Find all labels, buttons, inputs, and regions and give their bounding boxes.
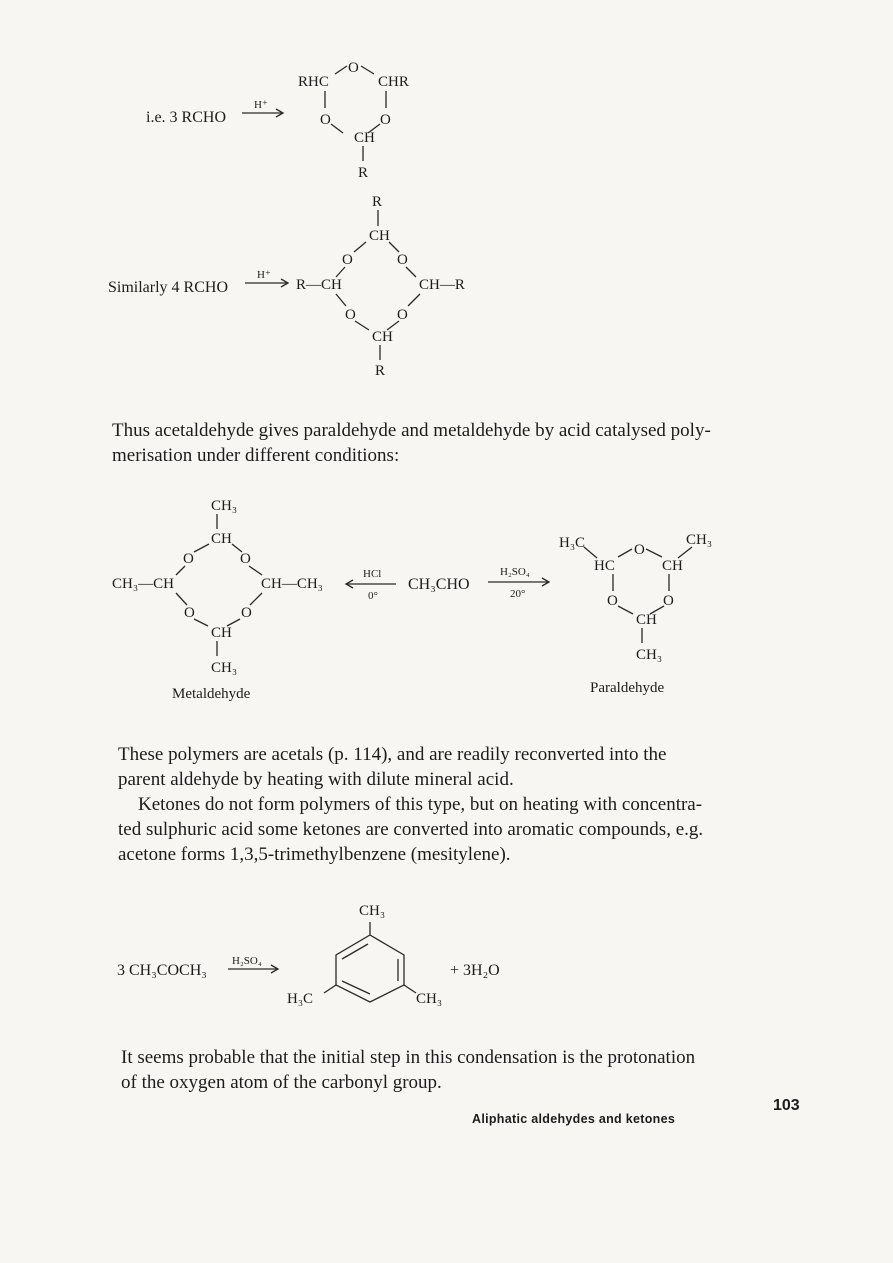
bond	[646, 549, 662, 557]
text-line: acetone forms 1,3,5-trimethylbenzene (mesitylene).	[118, 844, 511, 865]
bond	[336, 267, 345, 277]
tetramer-scheme	[108, 194, 465, 379]
bond	[355, 321, 369, 330]
trimer-label-o-left: O	[320, 112, 331, 128]
par-o-right: O	[663, 593, 674, 609]
paragraph-protonation	[121, 1045, 695, 1095]
trimer-label-o-right: O	[380, 112, 391, 128]
page-number: 103	[773, 1097, 800, 1114]
right-arrow-bottom-label: 20°	[510, 588, 526, 600]
met-ch-top: CH	[211, 531, 232, 547]
par-ch3-right: CH₃	[686, 532, 713, 548]
met-o-br: O	[241, 605, 252, 621]
par-o-top: O	[634, 542, 645, 558]
paragraph-acetals	[118, 742, 703, 867]
met-ch-ch3-right: CH—CH₃	[261, 576, 323, 592]
tetramer-arrow-label: H⁺	[257, 269, 271, 281]
par-ch: CH	[662, 558, 683, 574]
bond	[194, 619, 208, 626]
bond	[618, 606, 633, 614]
trimer-label-rhc: RHC	[298, 74, 329, 90]
bond	[387, 321, 399, 330]
bond	[232, 544, 242, 552]
trimer-label-chr: CHR	[378, 74, 409, 90]
mesitylene-ch3-top: CH₃	[359, 903, 386, 919]
bond	[354, 242, 366, 252]
mesitylene-h3c-left: H₃C	[287, 991, 314, 1007]
bond	[336, 294, 346, 306]
trimer-arrow-label: H⁺	[254, 99, 268, 111]
mesitylene-arrow-label: H₂SO₄	[232, 955, 262, 967]
text-line: of the oxygen atom of the carbonyl group.	[121, 1072, 442, 1093]
text-line: Ketones do not form polymers of this type, but on heating with concentra-	[138, 794, 703, 815]
met-ch-bottom: CH	[211, 625, 232, 641]
left-arrow-top-label: HCl	[363, 568, 382, 580]
bond	[678, 547, 692, 558]
mesitylene-ch3-right: CH₃	[416, 991, 443, 1007]
bond	[404, 985, 416, 993]
mesitylene-water: + 3H₂O	[450, 962, 500, 979]
text-line: merisation under different conditions:	[112, 445, 400, 466]
mesitylene-lead: 3 CH₃COCH₃	[117, 962, 207, 979]
metaldehyde-name: Metaldehyde	[172, 686, 251, 702]
met-ch3-ch-left: CH₃—CH	[112, 576, 174, 592]
paraldehyde-name: Paraldehyde	[590, 680, 665, 696]
bond	[361, 66, 374, 74]
benzene-ring	[336, 935, 404, 1002]
text-line: It seems probable that the initial step in this condensation is the protonation	[121, 1047, 696, 1068]
text-line: ted sulphuric acid some ketones are converted into aromatic compounds, e.g.	[118, 819, 704, 840]
par-o-left: O	[607, 593, 618, 609]
text-line: parent aldehyde by heating with dilute mineral acid.	[118, 769, 514, 790]
bond	[650, 606, 664, 614]
par-hc: HC	[594, 558, 615, 574]
met-ch3-bottom: CH₃	[211, 660, 238, 676]
paragraph-polymerisation	[112, 418, 711, 468]
tetramer-label-r-ch: R—CH	[296, 277, 342, 293]
bond	[408, 294, 420, 306]
tetramer-label-o-bl: O	[345, 307, 356, 323]
trimer-lead: i.e. 3 RCHO	[146, 109, 226, 126]
acetaldehyde-scheme	[112, 498, 712, 702]
center-ch3cho: CH₃CHO	[408, 576, 470, 593]
tetramer-lead: Similarly 4 RCHO	[108, 279, 229, 296]
met-o-tl: O	[183, 551, 194, 567]
benzene-inner-bond	[342, 981, 370, 994]
tetramer-label-o-br: O	[397, 307, 408, 323]
trimer-scheme	[146, 60, 409, 181]
bond	[618, 549, 632, 557]
bond	[250, 593, 262, 605]
bond	[176, 566, 185, 575]
bond	[406, 267, 416, 277]
bond	[249, 566, 262, 575]
trimer-label-ch: CH	[354, 130, 375, 146]
bond	[176, 593, 187, 605]
met-o-bl: O	[184, 605, 195, 621]
bond	[335, 66, 347, 74]
benzene-inner-bond	[342, 944, 368, 959]
tetramer-label-ch-r: CH—R	[419, 277, 465, 293]
tetramer-label-o-tl: O	[342, 252, 353, 268]
par-ch3-bottom: CH₃	[636, 647, 663, 663]
par-ch-bottom: CH	[636, 612, 657, 628]
bond	[331, 124, 343, 133]
mesitylene-scheme	[117, 903, 500, 1007]
running-footer-title: Aliphatic aldehydes and ketones	[472, 1112, 676, 1126]
met-o-tr: O	[240, 551, 251, 567]
met-ch3-top: CH₃	[211, 498, 238, 514]
tetramer-label-r-top: R	[372, 194, 383, 210]
tetramer-label-ch-top: CH	[369, 228, 390, 244]
bond	[389, 242, 399, 252]
right-arrow-top-label: H₂SO₄	[500, 566, 530, 578]
trimer-label-o-top: O	[348, 60, 359, 76]
bond	[227, 619, 240, 626]
tetramer-label-ch-bottom: CH	[372, 329, 393, 345]
bond	[584, 547, 597, 558]
tetramer-label-r-bottom: R	[375, 363, 386, 379]
text-line: Thus acetaldehyde gives paraldehyde and metaldehyde by acid catalysed poly-	[112, 420, 711, 441]
par-h3c: H₃C	[559, 535, 586, 551]
text-line: These polymers are acetals (p. 114), and are readily reconverted into the	[118, 744, 667, 765]
trimer-label-r: R	[358, 165, 369, 181]
left-arrow-bottom-label: 0°	[368, 590, 378, 602]
bond	[324, 985, 336, 993]
bond	[194, 544, 209, 552]
tetramer-label-o-tr: O	[397, 252, 408, 268]
